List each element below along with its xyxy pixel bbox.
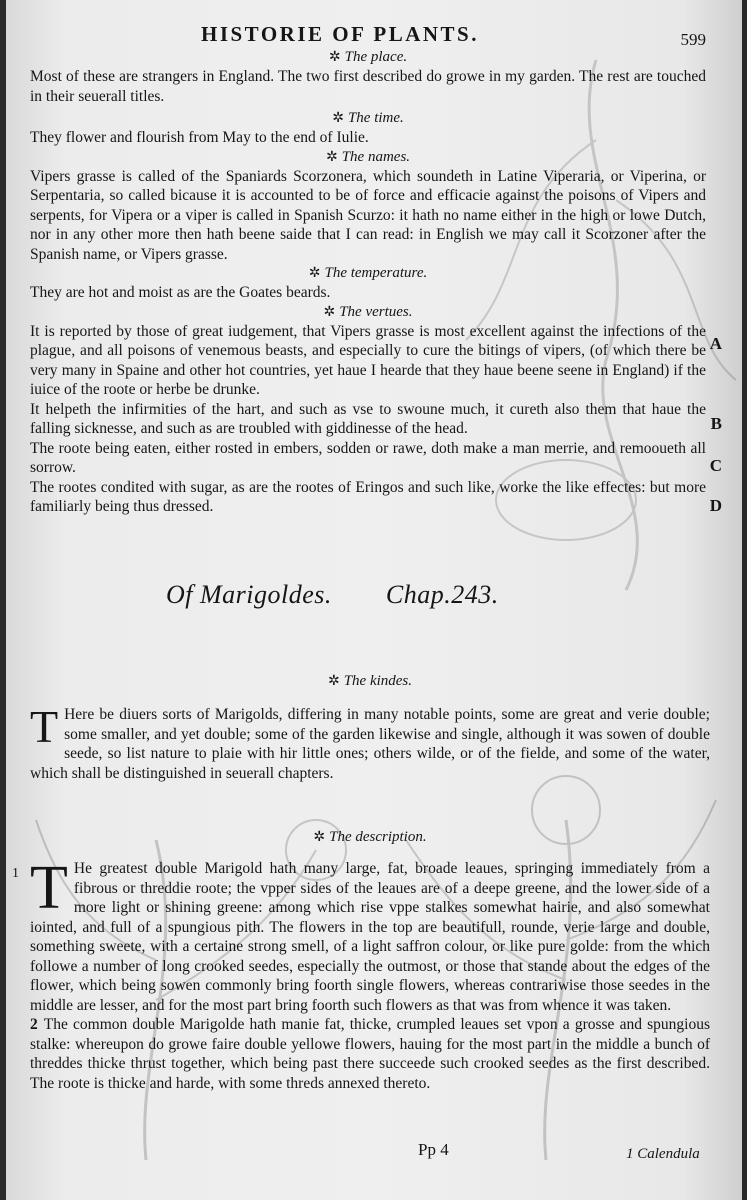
section-text-time: They flower and flourish from May to the end of Iulie. (30, 129, 369, 146)
description-heading: ✲ The description. (313, 829, 427, 845)
description-dropcap: T (30, 854, 68, 922)
section-heading-vertues: ✲ The vertues. (323, 303, 413, 320)
section-heading-names: ✲ The names. (325, 148, 411, 165)
vertue-a-text: It is reported by those of great iudgement, that Vipers grasse is most excellent against the infections of the plague, and all poisons of venemous beasts, and especially to cure the bitings of vipers, (of which there be very many in Spaine and other hot countries, yet haue I hearde that they haue beene seene in England) if the iuice of the roote or herbe be drunke. (30, 322, 706, 398)
section-text-names: Vipers grasse is called of the Spaniards Scorzonera, which soundeth in Latine Viperaria, or Viperina, or Serpentaria, so called bicause it is accounted to be of force and efficacie against the poisons of Vipers and serpents, for Vipera or a viper is called in Spanish Scurzo: it hath no name either in the high or lowe Dutch, nor in any other more then hath beene saide that I can read: in English we may call it Scorzoner after the Spanish name, or Vipers grasse. (30, 167, 706, 263)
section-heading-temperature: ✲ The temperature. (308, 265, 428, 281)
book-page (6, 0, 742, 1200)
section-text-temperature: They are hot and moist as are the Goates beards. (30, 284, 331, 301)
chapter-number: Chap.243. (385, 580, 499, 609)
signature-mark: Pp 4 (418, 1140, 449, 1159)
margin-letter-b: B (710, 414, 722, 433)
description-item-1: T He greatest double Marigold hath many large, fat, broade leaues, springing immediately from a fibrous or threddie roote; the vpper sides of the leaues are of a deepe greene, and the lower side of a more light or shining greene: among which rise vppe stalkes somewhat hairie, and also somewhat iointed, and full of a spungious pith. The flowers in the top are beautifull, rounde, verie large and double, something sweete, with a certaine strong smell, of a light saffron colour, or like pure golde: from the which followe a number of long crooked seedes, especially the outmost, or those that stande about the edges of the flower, which being sowen commonly bring foorth single flowers, whereas contrariwise those seedes in the middle are lesser, and for the most part bring foorth such flowers as that was from whence it was taken. (30, 854, 710, 1014)
kindes-dropcap: T (30, 701, 59, 752)
page-number: 599 (680, 30, 706, 49)
item-2-number: 2 (30, 1016, 38, 1033)
vertue-c-text: The roote being eaten, either rosted in embers, sodden or rawe, doth make a man merrie, and remooueth all sorrow. (30, 439, 706, 476)
description-section (30, 828, 710, 1093)
item-1-number: 1 (12, 866, 19, 881)
chapter-heading (166, 580, 499, 610)
kindes-heading: ✲ The kindes. (327, 673, 413, 689)
section-text-place: Most of these are strangers in England. The two first described do growe in my garden. The rest are touched in their seuerall titles. (30, 68, 706, 105)
section-heading-place: ✲ The place. (328, 49, 408, 65)
section-heading-time: ✲ The time. (332, 110, 404, 126)
vertue-b-text: It helpeth the infirmities of the hart, and such as vse to swoune much, it cureth also them that haue the falling sicknesse, and such as are troubled with giddinesse of the head. (30, 400, 706, 437)
margin-letter-a: A (709, 334, 722, 353)
page-header (6, 22, 742, 48)
vertue-d-text: The rootes condited with sugar, as are the rootes of Eringos and such like, worke the like effectes: but more familiarly being thus dressed. (30, 478, 706, 515)
margin-letter-d: D (709, 496, 722, 515)
kindes-text: T Here be diuers sorts of Marigolds, differing in many notable points, some are great and verie double; some smaller, and yet double; some of the garden likewise and single, although it was sowen of double seede, so list nature to plaie with hir little ones; others wilde, or of the fielde, and some of the water, which shall be distinguished in seuerall chapters. (30, 701, 710, 782)
kindes-section (30, 672, 710, 783)
catchword: 1 Calendula (626, 1146, 700, 1162)
viper-grass-sections (30, 48, 706, 517)
chapter-title: Of Marigoldes. (166, 580, 332, 609)
margin-letter-c: C (709, 456, 722, 475)
running-title: HISTORIE OF PLANTS. (201, 22, 479, 46)
description-item-2: 2 The common double Marigolde hath manie fat, thicke, crumpled leaues set vpon a grosse and spungious stalke: whereupon do growe faire double yellowe flowers, hauing for the most part in the middle a bunch of threddes thicke thrust together, which being past there succeede such crooked seedes as the first described. The roote is thicke and harde, with some threds annexed thereto. (30, 1016, 710, 1092)
